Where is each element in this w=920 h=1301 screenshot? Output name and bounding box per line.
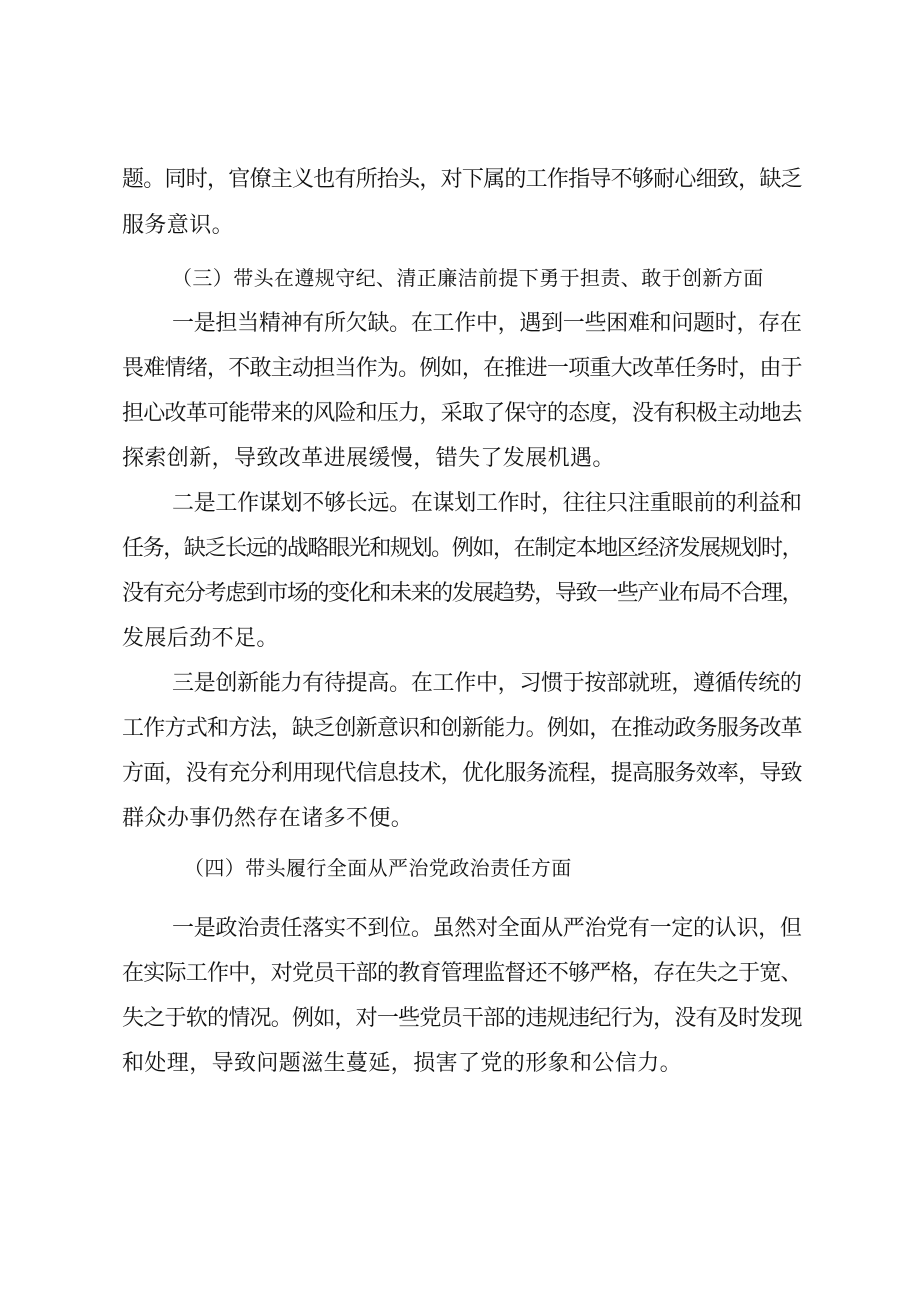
paragraph-line: 探索创新，导致改革进展缓慢，错失了发展机遇。 [122,446,615,471]
paragraph-line: 发展后劲不足。 [122,626,279,651]
paragraph-line: 畏难情绪，不敢主动担当作为。例如，在推进一项重大改革任务时，由于 [122,356,802,381]
paragraph-line: 一是政治责任落实不到位。虽然对全面从严治党有一定的认识，但 [172,916,802,941]
section-heading: （四）带头履行全面从严治党政治责任方面 [184,856,572,880]
paragraph-line: 题。同时，官僚主义也有所抬头，对下属的工作指导不够耐心细致，缺乏 [122,167,802,192]
paragraph-line: 在实际工作中，对党员干部的教育管理监督还不够严格，存在失之于宽、 [122,961,802,986]
paragraph-line: 失之于软的情况。例如，对一些党员干部的违规违纪行为，没有及时发现 [122,1006,802,1031]
paragraph-line: 三是创新能力有待提高。在工作中，习惯于按部就班，遵循传统的 [172,671,802,696]
paragraph-line: 二是工作谋划不够长远。在谋划工作时，往往只注重眼前的利益和 [172,491,802,516]
paragraph-line: 群众办事仍然存在诸多不便。 [122,806,414,831]
paragraph-line: 担心改革可能带来的风险和压力，采取了保守的态度，没有积极主动地去 [122,401,802,426]
paragraph-line: 方面，没有充分利用现代信息技术，优化服务流程，提高服务效率，导致 [122,761,802,786]
paragraph-line: 工作方式和方法，缺乏创新意识和创新能力。例如，在推动政务服务改革 [122,716,802,741]
paragraph-line: 和处理，导致问题滋生蔓延，损害了党的形象和公信力。 [122,1051,683,1076]
section-heading: （三）带头在遵规守纪、清正廉洁前提下勇于担责、敢于创新方面 [172,266,764,290]
paragraph-line: 任务，缺乏长远的战略眼光和规划。例如，在制定本地区经济发展规划时， [122,536,803,561]
paragraph-line: 没有充分考虑到市场的变化和未来的发展趋势，导致一些产业布局不合理， [122,581,803,606]
paragraph-line: 服务意识。 [122,213,235,238]
paragraph-line: 一是担当精神有所欠缺。在工作中，遇到一些困难和问题时，存在 [172,311,802,336]
